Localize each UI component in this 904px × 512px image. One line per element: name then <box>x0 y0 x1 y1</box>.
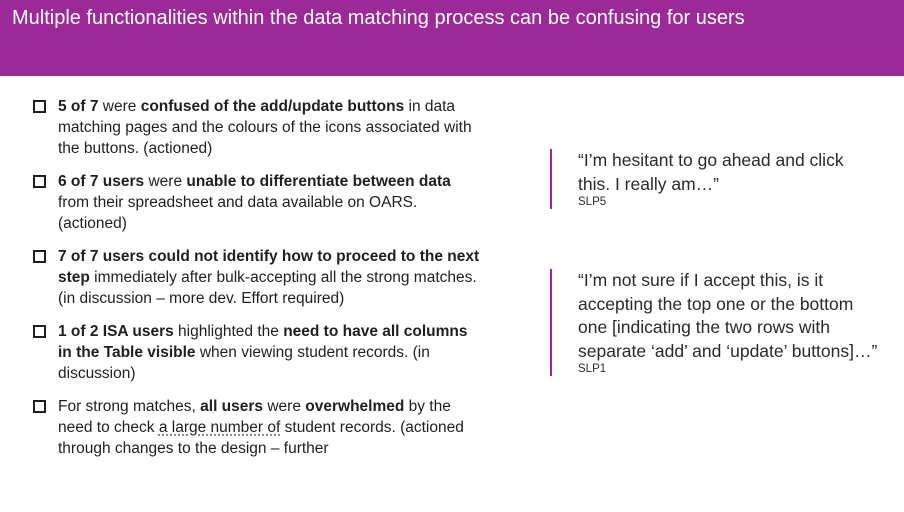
finding-emphasis: overwhelmed <box>305 398 405 415</box>
finding-text: immediately after bulk-accepting all the strong matches. (in discussion – more dev. Effort required) <box>58 269 477 307</box>
checkbox-icon <box>33 325 46 338</box>
checkbox-icon <box>33 100 46 113</box>
slide-title: Multiple functionalities within the data matching process can be confusing for users <box>12 7 745 29</box>
finding-item <box>30 96 480 159</box>
finding-emphasis: 1 of 2 ISA users <box>58 323 174 340</box>
finding-text: highlighted the <box>173 323 284 340</box>
quote-text: “I’m not sure if I accept this, is it accepting the top one or the bottom one [indicating the two rows with separate ‘add’ and ‘update’ buttons]…” <box>578 270 878 361</box>
checkbox-icon <box>33 175 46 188</box>
finding-item <box>30 321 480 384</box>
finding-item <box>30 246 480 309</box>
finding-emphasis: 6 of 7 users <box>58 173 145 190</box>
finding-emphasis: need to have all columns in the Table visible <box>58 323 468 361</box>
quote-source: SLP5 <box>578 196 607 208</box>
finding-text: in data matching pages and the colours of the icons associated with the buttons. (actioned) <box>58 98 472 157</box>
finding-emphasis: confused of the add/update buttons <box>140 98 405 115</box>
finding-text: For strong matches, <box>58 398 201 415</box>
finding-item <box>30 171 480 234</box>
finding-underlined-text: a large number of <box>158 419 281 436</box>
quote-block <box>550 269 878 376</box>
quote-block <box>550 149 878 209</box>
finding-text: by the need to check <box>58 398 451 436</box>
finding-text: were <box>263 398 306 415</box>
finding-emphasis: 7 of 7 users could not identify how to proceed to the next step <box>58 248 480 286</box>
quote-source: SLP1 <box>578 363 607 375</box>
finding-text: were <box>98 98 141 115</box>
finding-emphasis: unable to differentiate between data <box>186 173 451 190</box>
findings-list <box>30 96 480 471</box>
finding-emphasis: 5 of 7 <box>58 98 99 115</box>
finding-emphasis: all users <box>200 398 264 415</box>
checkbox-icon <box>33 400 46 413</box>
title-bar <box>0 0 904 76</box>
finding-text: when viewing student records. (in discussion) <box>58 344 430 382</box>
checkbox-icon <box>33 250 46 263</box>
finding-text: student records. (actioned through changes to the design – further <box>58 419 464 457</box>
finding-text: were <box>144 173 187 190</box>
quote-text: “I’m hesitant to go ahead and click this. I really am…” <box>578 150 844 194</box>
finding-item <box>30 396 480 459</box>
finding-text: from their spreadsheet and data available on OARS. (actioned) <box>58 194 418 232</box>
